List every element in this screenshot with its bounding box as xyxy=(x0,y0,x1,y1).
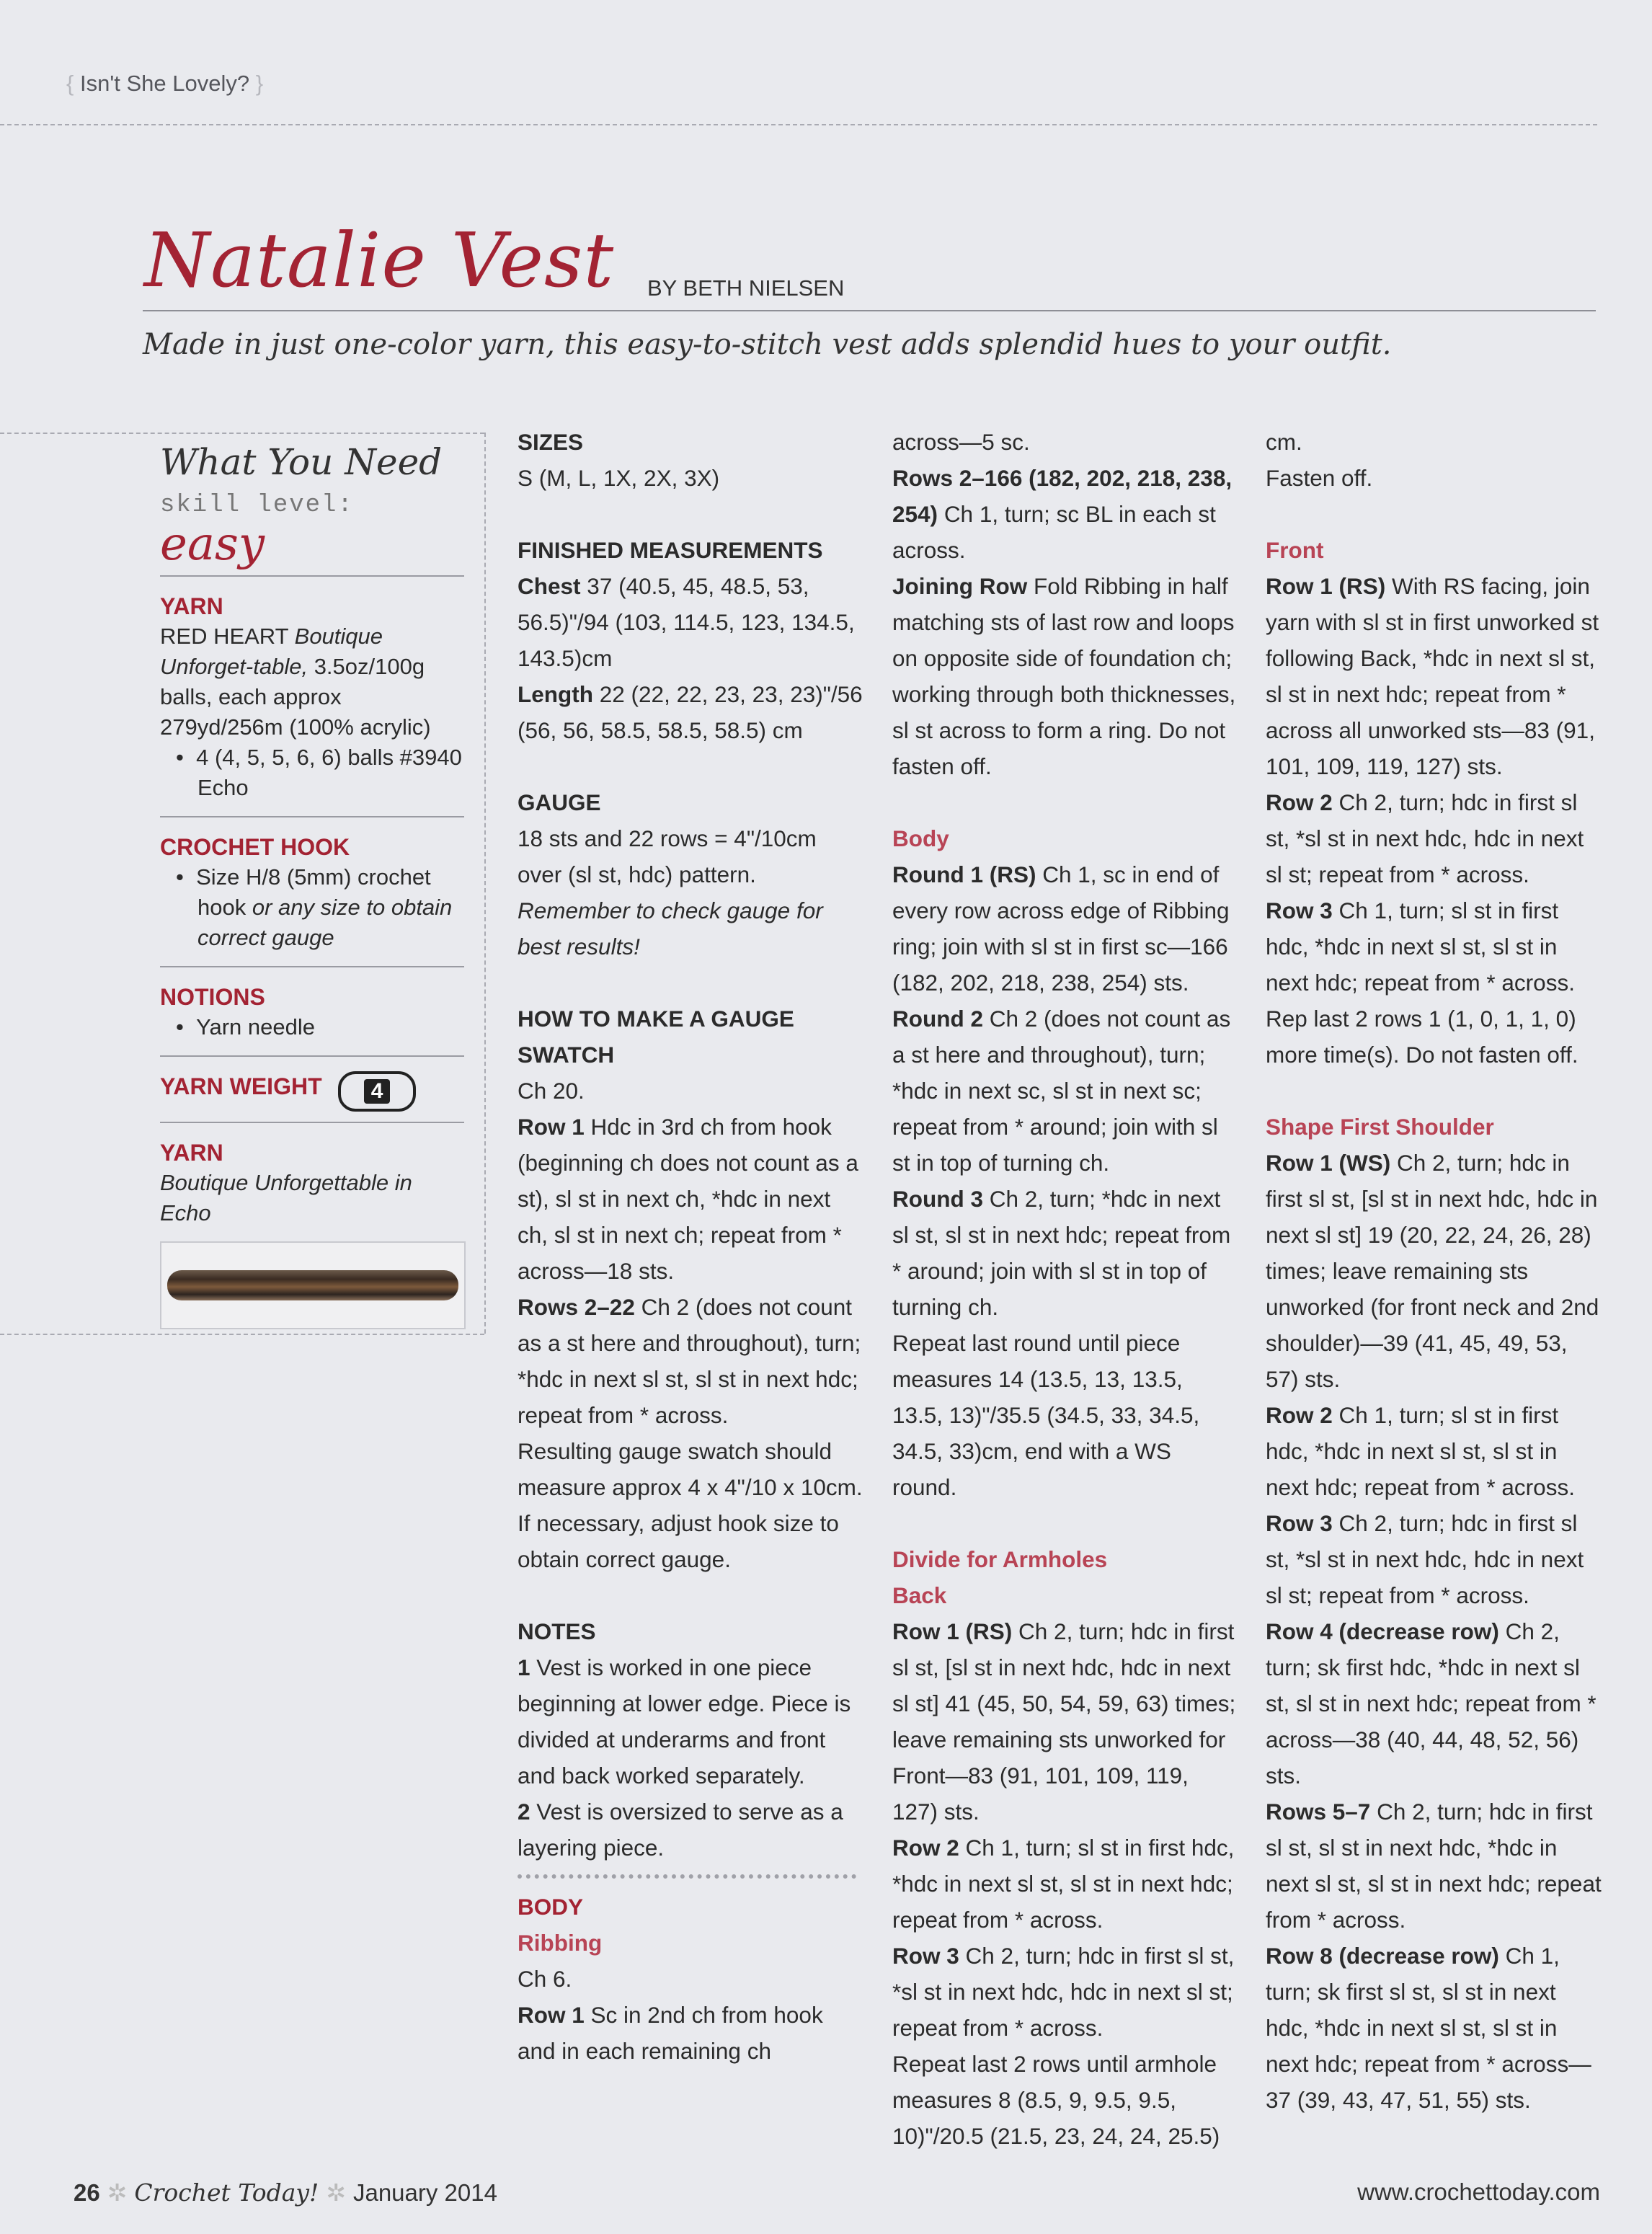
back-repeat-cont: cm. xyxy=(1266,429,1302,455)
swatch-chain: Ch 20. xyxy=(518,1078,585,1104)
swatch-row-1: Row 1 Hdc in 3rd ch from hook (beginning ch does not count as a st), sl st in next ch, *hdc in next ch, sl st in next ch; repeat from * across—18 sts. xyxy=(518,1114,858,1284)
sidebar-right-border xyxy=(484,433,486,1334)
notions-heading: NOTIONS xyxy=(160,984,265,1010)
yarn-weight-icon: 4 xyxy=(338,1071,416,1112)
shoulder-rows-5-7: Rows 5–7 Ch 2, turn; hdc in first sl st, sl st in next hdc, *hdc in next sl st, sl st in next hdc; repeat from * across. xyxy=(1266,1799,1602,1933)
shoulder-row-3: Row 3 Ch 2, turn; hdc in first sl st, *sl st in next hdc, hdc in next sl st; repeat from * across. xyxy=(1266,1510,1584,1608)
finished-measurements-heading: FINISHED MEASUREMENTS xyxy=(518,537,823,563)
round-repeat: Repeat last round until piece measures 14 (13.5, 13, 13.5, 13.5, 13)"/35.5 (34.5, 33, 34.5, 34.5, 33)cm, end with a WS round. xyxy=(892,1330,1200,1500)
shoulder-row-2: Row 2 Ch 1, turn; sl st in first hdc, *hdc in next sl st, sl st in next hdc; repeat from * across. xyxy=(1266,1402,1575,1500)
section-divider xyxy=(518,1874,856,1879)
skill-level-label: skill level: xyxy=(160,492,354,519)
pattern-column-3 xyxy=(1266,424,1604,2118)
note-1: 1 Vest is worked in one piece beginning at lower edge. Piece is divided at underarms and front and back worked separately. xyxy=(518,1654,851,1788)
byline: BY BETH NIELSEN xyxy=(647,275,845,301)
header-divider xyxy=(0,124,1597,125)
issue-date: January 2014 xyxy=(352,2179,497,2206)
page-footer xyxy=(74,2178,497,2207)
pattern-column-2 xyxy=(892,424,1238,2154)
fasten-off: Fasten off. xyxy=(1266,465,1373,491)
round-3: Round 3 Ch 2, turn; *hdc in next sl st, sl st in next hdc; repeat from * around; join with sl st in top of turning ch. xyxy=(892,1186,1231,1320)
star-icon: ✲ xyxy=(107,2179,128,2206)
swatch-rows-2-22: Rows 2–22 Ch 2 (does not count as a st here and throughout), turn; *hdc in next sl st, sl st in next hdc; repeat from * across. xyxy=(518,1294,861,1428)
ribbing-rows-2-166: Rows 2–166 (182, 202, 218, 238, 254) Ch 1, turn; sc BL in each st across. xyxy=(892,465,1233,563)
deck: Made in just one-color yarn, this easy-to-stitch vest adds splendid hues to your outfit. xyxy=(143,328,1392,361)
notions-section xyxy=(160,966,464,1055)
what-you-need-sidebar xyxy=(160,441,464,1342)
yarn-sample-heading: YARN xyxy=(160,1140,223,1166)
back-row-1: Row 1 (RS) Ch 2, turn; hdc in first sl st, [sl st in next hdc, hdc in next sl st] 41 (45, 50, 54, 59, 63) times; leave remaining sts unworked for Front—83 (91, 101, 109, 119, 127) sts. xyxy=(892,1618,1236,1825)
page-title: Natalie Vest xyxy=(144,216,615,304)
divide-armholes-heading: Divide for Armholes xyxy=(892,1546,1108,1572)
pattern-column-1 xyxy=(518,424,863,2069)
yarn-sample-image xyxy=(160,1241,466,1329)
hook-description: • Size H/8 (5mm) crochet hook or any size to obtain correct gauge xyxy=(176,864,453,950)
yarn-description: RED HEART Boutique Unforget-table, 3.5oz/100g balls, each approx 279yd/256m (100% acrylic) xyxy=(160,624,431,740)
shoulder-row-4: Row 4 (decrease row) Ch 2, turn; sk first hdc, *hdc in next sl st, sl st in next hdc; repeat from * across—38 (40, 44, 48, 52, 56) sts. xyxy=(1266,1618,1597,1788)
ribbing-row-1: Row 1 Sc in 2nd ch from hook and in each remaining ch xyxy=(518,2002,823,2064)
running-head: { Isn't She Lovely? } xyxy=(66,71,264,96)
joining-row: Joining Row Fold Ribbing in half matching sts of last row and loops on opposite side of foundation ch; working through both thicknesses, sl st across to form a ring. Do not fasten off. xyxy=(892,573,1236,779)
notions-item: • Yarn needle xyxy=(176,1014,315,1040)
shoulder-row-1: Row 1 (WS) Ch 2, turn; hdc in first sl st, [sl st in next hdc, hdc in next sl st] 19 (20, 22, 24, 26, 28) times; leave remaining sts unworked (for front neck and 2nd shoulder)—39 (41, 45, 49, 53, 57) sts. xyxy=(1266,1150,1599,1392)
hook-heading: CROCHET HOOK xyxy=(160,834,350,860)
gauge-note: Remember to check gauge for best results! xyxy=(518,897,823,959)
notes-heading: NOTES xyxy=(518,1618,596,1644)
note-2: 2 Vest is oversized to serve as a layering piece. xyxy=(518,1799,843,1861)
shoulder-row-8: Row 8 (decrease row) Ch 1, turn; sk first sl st, sl st in next hdc, *hdc in next sl st, sl st in next hdc; repeat from * across—37 (39, 43, 47, 51, 55) sts. xyxy=(1266,1943,1591,2113)
ribbing-heading: Ribbing xyxy=(518,1930,603,1956)
footer-url: www.crochettoday.com xyxy=(1357,2178,1600,2205)
gauge-heading: GAUGE xyxy=(518,789,601,815)
swatch-result: Resulting gauge swatch should measure approx 4 x 4"/10 x 10cm. If necessary, adjust hook size to obtain correct gauge. xyxy=(518,1438,863,1572)
page-number: 26 xyxy=(74,2179,100,2206)
gauge-swatch-heading: HOW TO MAKE A GAUGE SWATCH xyxy=(518,1006,794,1068)
yarn-quantity: • 4 (4, 5, 5, 6, 6) balls #3940 Echo xyxy=(176,745,462,800)
length-measurement: Length 22 (22, 22, 23, 23, 23)"/56 (56, 56, 58.5, 58.5, 58.5) cm xyxy=(518,681,863,743)
yarn-section xyxy=(160,575,464,816)
sidebar-top-border xyxy=(0,433,484,434)
yarn-sample-section xyxy=(160,1122,464,1342)
ribbing-row-1-cont: across—5 sc. xyxy=(892,429,1030,455)
front-heading: Front xyxy=(1266,537,1324,563)
yarn-heading: YARN xyxy=(160,593,223,619)
round-2: Round 2 Ch 2 (does not count as a st here and throughout), turn; *hdc in next sc, sl st in next sc; repeat from * around; join with sl st in top of turning ch. xyxy=(892,1006,1231,1176)
yarn-strand-icon xyxy=(167,1270,458,1300)
shape-first-shoulder-heading: Shape First Shoulder xyxy=(1266,1114,1494,1140)
body-subheading: Body xyxy=(892,825,949,851)
gauge-text: 18 sts and 22 rows = 4"/10cm over (sl st, hdc) pattern. xyxy=(518,825,817,887)
title-rule xyxy=(143,310,1596,311)
magazine-name: Crochet Today! xyxy=(134,2178,319,2207)
back-heading: Back xyxy=(892,1582,947,1608)
front-row-3: Row 3 Ch 1, turn; sl st in first hdc, *hdc in next sl st, sl st in next hdc; repeat from * across. xyxy=(1266,897,1575,996)
front-row-1: Row 1 (RS) With RS facing, join yarn with sl st in first unworked st following Back, *hdc in next sl st, sl st in next hdc; repeat from * across all unworked sts—83 (91, 101, 109, 119, 127) sts. xyxy=(1266,573,1599,779)
sizes-text: S (M, L, 1X, 2X, 3X) xyxy=(518,465,720,491)
yarn-weight-section xyxy=(160,1055,464,1122)
front-repeat: Rep last 2 rows 1 (1, 0, 1, 1, 0) more time(s). Do not fasten off. xyxy=(1266,1006,1578,1068)
hook-section xyxy=(160,816,464,966)
sidebar-heading: What You Need xyxy=(160,441,443,483)
back-row-3: Row 3 Ch 2, turn; hdc in first sl st, *sl st in next hdc, hdc in next sl st; repeat from * across. xyxy=(892,1943,1235,2041)
star-icon: ✲ xyxy=(326,2179,346,2206)
front-row-2: Row 2 Ch 2, turn; hdc in first sl st, *sl st in next hdc, hdc in next sl st; repeat from * across. xyxy=(1266,789,1584,887)
sizes-heading: SIZES xyxy=(518,429,584,455)
yarn-weight-heading: YARN WEIGHT xyxy=(160,1073,322,1100)
yarn-sample-name: Boutique Unforgettable in Echo xyxy=(160,1170,412,1225)
back-row-2: Row 2 Ch 1, turn; sl st in first hdc, *hdc in next sl st, sl st in next hdc; repeat from * across. xyxy=(892,1835,1235,1933)
back-repeat: Repeat last 2 rows until armhole measures 8 (8.5, 9, 9.5, 9.5, 10)"/20.5 (21.5, 23, 24, 24, 25.5) xyxy=(892,2051,1220,2149)
ribbing-chain: Ch 6. xyxy=(518,1966,572,1992)
round-1: Round 1 (RS) Ch 1, sc in end of every row across edge of Ribbing ring; join with sl st in first sc—166 (182, 202, 218, 238, 254) sts. xyxy=(892,861,1230,996)
body-heading: BODY xyxy=(518,1894,584,1920)
chest-measurement: Chest 37 (40.5, 45, 48.5, 53, 56.5)"/94 (103, 114.5, 123, 134.5, 143.5)cm xyxy=(518,573,855,671)
skill-level-value: easy xyxy=(160,518,265,571)
